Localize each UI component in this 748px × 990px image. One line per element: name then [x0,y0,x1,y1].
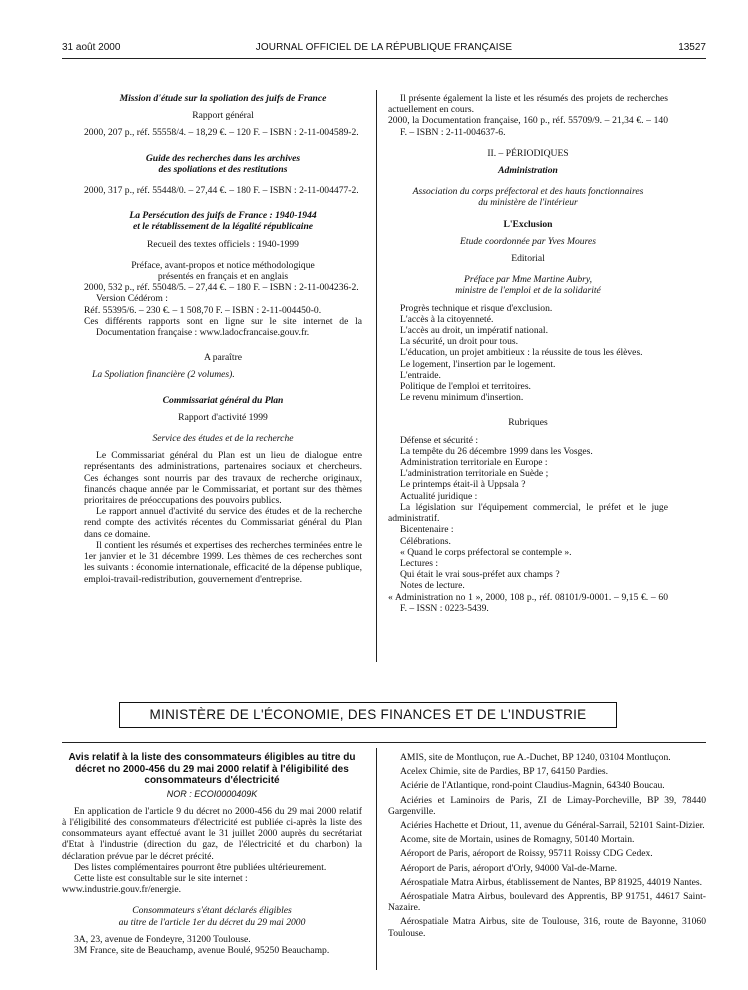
reference-line: « Administration no 1 », 2000, 108 p., réf. 08101/9-0001. – 9,15 €. – 60 F. – ISSN : 0223-5439. [388,591,668,614]
preface-note: présentés en français et en anglais [157,271,289,283]
rubriques-label: Rubriques [508,417,548,429]
avis-title: Avis relatif à la liste des consommateurs éligibles au titre du décret no 2000-456 du 29 mai 2000 relatif à l'éligibilité des consommateurs d'électricité [68,752,356,786]
consumer-entry: Acelex Chimie, site de Pardies, BP 17, 64150 Pardies. [400,766,609,778]
service-name: Service des études et de la recherche [152,433,294,445]
preface-note: Préface, avant-propos et notice méthodologique [131,259,315,271]
section-subtitle: Rapport général [192,110,254,122]
list-item: Bicentenaire : [400,524,454,536]
paragraph: Il présente également la liste et les résumés des projets de recherches actuellement en cours. [388,93,668,116]
list-item: La sécurité, un droit pour tous. [400,336,519,348]
header-date: 31 août 2000 [62,42,121,53]
paragraph: Le rapport annuel d'activité du service des études et de la recherche rend compte des activités récentes du Commissariat général du Plan dans ce domaine. [84,506,362,540]
list-subtitle: au titre de l'article 1er du décret du 29 mai 2000 [118,916,306,928]
consumer-entry: Aérospatiale Matra Airbus, site de Toulouse, 316, route de Bayonne, 31060 Toulouse. [388,916,706,939]
reference-line: 2000, 532 p., réf. 55048/5. – 27,44 €. – 180 F. – ISBN : 2-11-004236-2. [84,282,359,294]
list-item: « Quand le corps préfectoral se contemple ». [400,546,572,558]
forthcoming-item: La Spoliation financière (2 volumes). [92,369,235,381]
nor-code: NOR : ECOI0000409K [166,788,258,799]
list-item: Le revenu minimum d'insertion. [400,392,524,404]
consumer-entry: Aciérie de l'Atlantique, rond-point Claudius-Magnin, 64340 Boucau. [400,780,665,792]
list-item: Célébrations. [400,535,451,547]
list-item: L'administration territoriale en Suède ; [400,468,549,480]
list-item: Lectures : [400,557,439,569]
list-item: Défense et sécurité : [400,434,479,446]
list-item: L'accès au droit, un impératif national. [400,325,548,337]
publisher-line: du ministère de l'intérieur [478,197,578,209]
rubriques-list [388,435,668,592]
header-journal-title: JOURNAL OFFICIEL DE LA RÉPUBLIQUE FRANÇAISE [255,42,513,53]
preface-line: ministre de l'emploi et de la solidarité [455,285,601,297]
column-divider-bottom [376,748,377,970]
ministry-banner: MINISTÈRE DE L'ÉCONOMIE, DES FINANCES ET DE L'INDUSTRIE [119,702,617,728]
paragraph: Cette liste est consultable sur le site internet : [74,872,248,884]
left-column [84,93,362,585]
list-item: Progrès technique et risque d'exclusion. [400,302,553,314]
list-item: Le printemps était-il à Uppsala ? [400,479,526,491]
section-title: La Persécution des juifs de France : 1940-1944 [129,210,317,222]
section-title: des spoliations et des restitutions [158,163,288,175]
section-title: Administration [498,165,558,177]
list-item: Le logement, l'insertion par le logement. [400,358,556,370]
list-item: Actualité juridique : [400,490,478,502]
publisher-line: Association du corps préfectoral et des hauts fonctionnaires [412,186,644,198]
avis-column [62,752,362,956]
consumer-entry: Aéroport de Paris, aéroport d'Orly, 94000 Val-de-Marne. [400,862,617,874]
list-item: Notes de lecture. [400,580,465,592]
section-title: Guide des recherches dans les archives [145,152,301,164]
issue-title: L'Exclusion [503,218,553,230]
consumer-entry: 3A, 23, avenue de Fondeyre, 31200 Toulouse. [74,933,251,945]
online-note: Ces différents rapports sont en ligne sur le site internet de la Documentation française : www.ladocfrancaise.gouv.fr. [84,315,362,339]
list-item: La tempête du 26 décembre 1999 dans les Vosges. [400,445,593,457]
forthcoming-label: A paraître [203,352,243,364]
list-item: L'entraide. [400,369,441,381]
consumer-entry: Acome, site de Mortain, usines de Romagny, 50140 Mortain. [400,834,635,846]
part-heading: II. – PÉRIODIQUES [487,147,569,159]
reference-line: 2000, la Documentation française, 160 p., réf. 55709/9. – 21,34 €. – 140 F. – ISBN : 2-11-004637-6. [388,115,668,138]
website-link: www.industrie.gouv.fr/energie. [62,884,182,896]
coordinator-line: Etude coordonnée par Yves Moures [460,235,596,247]
section-title: Mission d'étude sur la spoliation des juifs de France [119,93,327,104]
list-item: La législation sur l'équipement commercial, le préfet et le juge administratif. [388,501,668,525]
reference-line: Réf. 55395/6. – 230 €. – 1 508,70 F. – ISBN : 2-11-004450-0. [84,304,322,316]
section-title: Commissariat général du Plan [162,394,284,406]
column-divider-top [376,90,377,662]
paragraph: Des listes complémentaires pourront être publiées ultérieurement. [74,861,327,873]
list-item: Administration territoriale en Europe : [400,457,548,469]
consumer-entry: Aéroport de Paris, aéroport de Roissy, 95711 Roissy CDG Cedex. [400,848,653,860]
consumer-entry: Aérospatiale Matra Airbus, boulevard des Apprentis, BP 91751, 44617 Saint-Nazaire. [388,891,706,914]
list-item: L'éducation, un projet ambitieux : la réussite de tous les élèves. [400,347,643,359]
reference-line: 2000, 317 p., réf. 55448/0. – 27,44 €. – 180 F. – ISBN : 2-11-004477-2. [84,185,359,197]
header-page-number: 13527 [678,42,706,53]
consumer-entry: Aciéries et Laminoirs de Paris, ZI de Limay-Porcheville, BP 39, 78440 Gargenville. [388,794,706,817]
list-item: Politique de l'emploi et territoires. [400,381,531,393]
consumer-entry: AMIS, site de Montluçon, rue A.-Duchet, BP 1240, 03104 Montluçon. [400,752,671,763]
section-title: et le rétablissement de la légalité républicaine [132,221,314,233]
contents-list [388,303,668,404]
section-subtitle: Recueil des textes officiels : 1940-1999 [147,238,299,250]
list-item: L'accès à la citoyenneté. [400,313,494,325]
paragraph: Il contient les résumés et expertises des recherches terminées entre le 1er janvier et le 31 décembre 1999. Les thèmes de ces recherches sont les suivants : économie internationale, efficacité de la dépense publique, emploi-travail-redistribution, gouvernement d'entreprise. [84,539,362,585]
paragraph: Le Commissariat général du Plan est un lieu de dialogue entre représentants des administrations, partenaires sociaux et chercheurs. Ces échanges sont nourris par des travaux de recherche originaux, financés chaque année par le Commissariat, et portant sur des thèmes prioritaires de préoccupations des pouvoirs publics. [84,450,362,507]
consumer-entry: Aérospatiale Matra Airbus, établissement de Nantes, BP 81925, 44019 Nantes. [400,876,703,888]
editorial-label: Editorial [511,253,545,265]
section-subtitle: Rapport d'activité 1999 [178,411,268,423]
list-item: Qui était le vrai sous-préfet aux champs ? [400,569,560,581]
preface-line: Préface par Mme Martine Aubry, [464,274,592,286]
cdrom-label: Version Cédérom : [96,293,168,305]
reference-line: 2000, 207 p., réf. 55558/4. – 18,29 €. – 120 F. – ISBN : 2-11-004589-2. [84,127,359,139]
consumer-entry: 3M France, site de Beauchamp, avenue Boulé, 95250 Beauchamp. [74,944,330,956]
consumers-column [388,752,706,942]
consumer-entry: Aciéries Hachette et Driout, 11, avenue du Général-Sarrail, 52101 Saint-Dizier. [400,820,705,832]
list-subtitle: Consommateurs s'étant déclarés éligibles [132,905,292,917]
ministry-rule [62,742,706,743]
header-rule [62,58,706,59]
running-header [62,42,706,58]
paragraph: En application de l'article 9 du décret no 2000-456 du 29 mai 2000 relatif à l'éligibilité des consommateurs d'électricité est publiée ci-après la liste des consommateurs ayant effectué avant le 31 juillet 2000 auprès du secrétariat d'Etat à l'industrie (direction du gaz, de l'électricité et du charbon) la déclaration prévue par le décret précité. [62,805,362,862]
right-column [388,93,668,614]
